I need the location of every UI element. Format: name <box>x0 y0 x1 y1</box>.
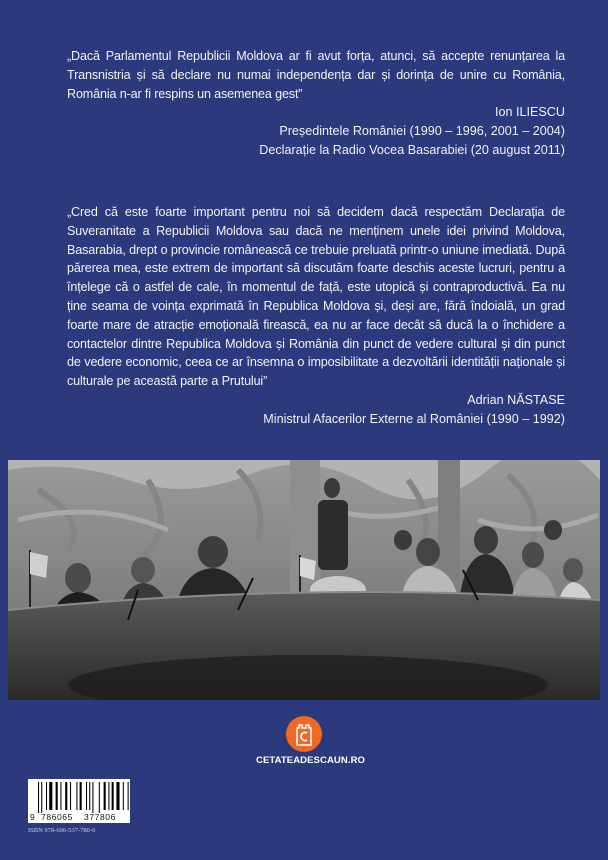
attribution-iliescu <box>67 103 565 159</box>
barcode-bar <box>99 782 100 813</box>
barcode-bar <box>70 782 71 810</box>
barcode-bar <box>112 782 114 810</box>
quote-nastase: „Cred că este foarte important pentru noi să decidem dacă respectăm Declarația de Suveranitate a Republicii Moldova sau dacă ne menținem unele idei privind Moldova, Basarabia, drept o provincie românească ce trebuie preluată printr-o uniune imediată. După părerea mea, este extrem de important să discutăm foarte deschis aceste lucruri, pentru a înțelege că o astfel de cale, în momentul de față, este utopică și contraproductivă. Ea nu ține seama de voința exprimată în Republica Moldova și, deși are, fără îndoială, un grad foarte mare de atracție emoțională firească, ea nu ar face decât să ducă la o închidere a contactelor dintre Republica Moldova și România din punct de vedere cultural și din punct de vedere economic, ceea ce ar însemna o imposibilitate a dezvoltării identității naționale și culturale pe această parte a Prutului” <box>67 205 565 389</box>
barcode-bar <box>116 782 119 810</box>
barcode-bar <box>49 782 52 810</box>
barcode-bar <box>41 782 42 813</box>
author-role: Președintele României (1990 – 1996, 2001 – 2004) <box>279 123 565 138</box>
photo-illustration <box>8 460 600 700</box>
barcode-bar <box>104 782 106 810</box>
barcode-bar <box>76 782 77 810</box>
barcode-group-1: 786065 <box>41 812 73 822</box>
barcode-bars <box>28 779 130 813</box>
barcode-bar <box>128 782 129 810</box>
barcode-bar <box>123 782 124 810</box>
publisher-name: CETATEADESCAUN.RO <box>256 755 366 766</box>
author-name: Ion ILIESCU <box>495 105 565 119</box>
quote-iliescu: „Dacă Parlamentul Republicii Moldova ar fi avut forța, atunci, să accepte renunțarea la Transnistria și să declare nu numai independența dar și dorința de unire cu România, România n-ar fi respins un asemenea gest” <box>67 49 565 101</box>
barcode-bar <box>56 782 58 810</box>
barcode-bar <box>46 782 47 810</box>
barcode-bar <box>108 782 109 810</box>
press-conference-photo <box>8 460 600 700</box>
barcode-group-2: 377806 <box>84 812 116 822</box>
barcode-bar <box>86 782 87 810</box>
barcode-bar <box>60 782 61 810</box>
isbn-number: ISBN 978-606-537-780-6 <box>28 827 96 834</box>
barcode-bar <box>80 782 82 810</box>
castle-tower-icon <box>286 716 322 752</box>
barcode-first-digit: 9 <box>30 812 36 822</box>
barcode-bar <box>89 782 90 810</box>
isbn-barcode <box>28 779 130 823</box>
barcode-bar <box>38 782 39 813</box>
barcode-bar <box>65 782 67 810</box>
barcode-bar <box>92 782 93 813</box>
quote-source: Declarație la Radio Vocea Basarabiei (20 august 2011) <box>259 142 565 157</box>
author-name: Adrian NĂSTASE <box>467 393 565 407</box>
author-role: Ministrul Afacerilor Externe al României (1990 – 1992) <box>263 411 565 426</box>
attribution-nastase <box>67 391 565 429</box>
publisher-logo[interactable] <box>256 716 366 772</box>
